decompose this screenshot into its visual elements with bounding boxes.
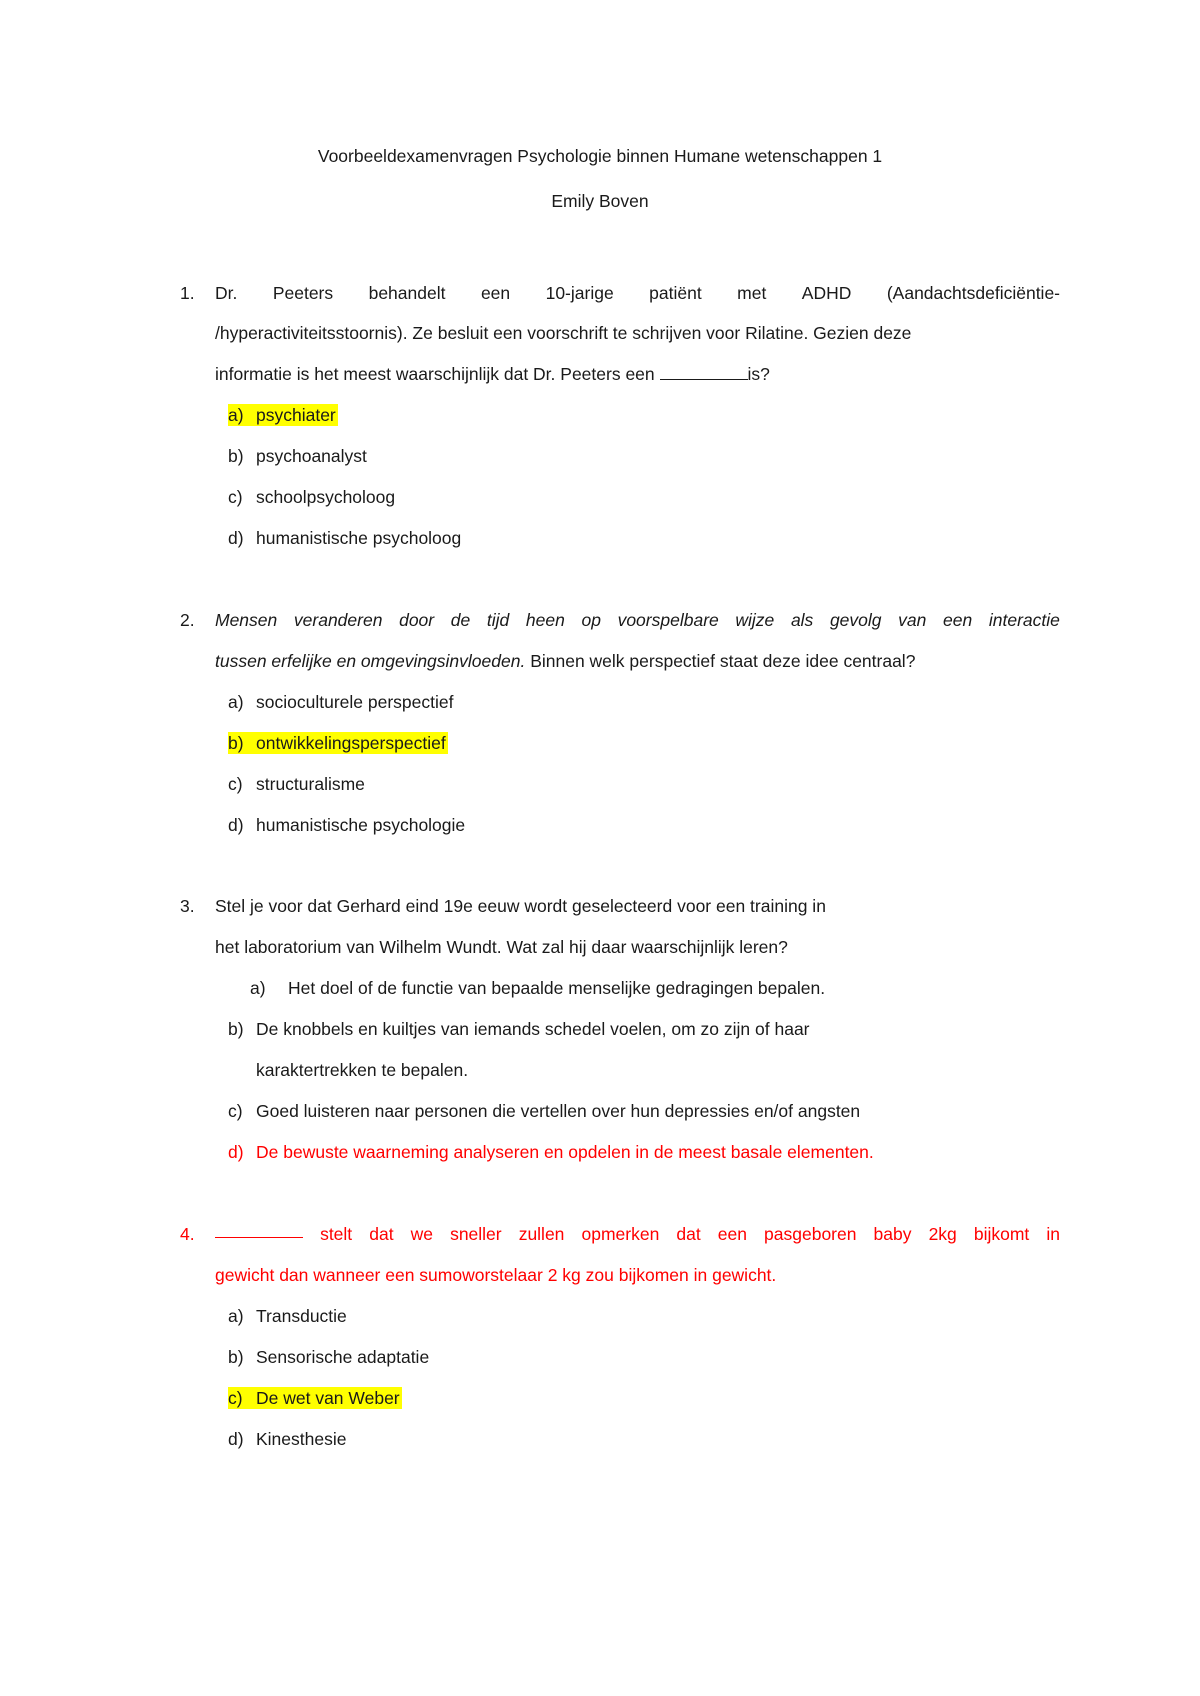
option-d xyxy=(228,814,465,836)
option-text: psychiater xyxy=(256,405,336,425)
option-a xyxy=(228,404,338,426)
word: op xyxy=(581,610,601,630)
option-text: De bewuste waarneming analyseren en opdelen in de meest basale elementen. xyxy=(256,1142,874,1162)
word: ADHD xyxy=(801,283,852,303)
word: van xyxy=(898,610,927,630)
text: informatie is het meest waarschijnlijk dat Dr. Peeters een xyxy=(215,364,660,384)
option-label: b) xyxy=(228,733,244,753)
option-text: Transductie xyxy=(256,1306,347,1326)
option-label: b) xyxy=(228,1347,244,1367)
question-text-line xyxy=(215,1223,1060,1245)
option-label: d) xyxy=(228,1429,244,1449)
word: Dr. xyxy=(215,283,238,303)
option-text: Kinesthesie xyxy=(256,1429,347,1449)
option-text: De wet van Weber xyxy=(256,1388,400,1408)
option-b xyxy=(228,445,367,467)
word: Peeters xyxy=(272,283,334,303)
word: we xyxy=(410,1224,433,1244)
option-b xyxy=(228,1018,810,1040)
option-a xyxy=(228,1305,347,1327)
option-label: a) xyxy=(228,692,244,712)
option-text: humanistische psychologie xyxy=(256,815,466,835)
question-text-line: het laboratorium van Wilhelm Wundt. Wat zal hij daar waarschijnlijk leren? xyxy=(215,937,788,957)
option-text: De knobbels en kuiltjes van iemands schedel voelen, om zo zijn of haar xyxy=(256,1019,810,1039)
document-title: Voorbeeldexamenvragen Psychologie binnen Humane wetenschappen 1 xyxy=(317,146,883,166)
option-text: humanistische psycholoog xyxy=(256,528,462,548)
text: Binnen welk perspectief staat deze idee centraal? xyxy=(525,651,916,671)
word: wijze xyxy=(735,610,775,630)
option-label: c) xyxy=(228,1101,243,1121)
word: behandelt xyxy=(368,283,446,303)
option-b xyxy=(228,732,448,754)
question-number: 2. xyxy=(180,610,195,630)
option-text: Het doel of de functie van bepaalde menselijke gedragingen bepalen. xyxy=(288,978,826,998)
option-b xyxy=(228,1346,429,1368)
option-text: structuralisme xyxy=(256,774,365,794)
option-c xyxy=(228,1100,860,1122)
word: gevolg xyxy=(829,610,882,630)
word: tijd xyxy=(486,610,510,630)
word: een xyxy=(943,610,973,630)
question-text-line xyxy=(215,650,1060,672)
word: door xyxy=(399,610,435,630)
answer-blank xyxy=(660,365,748,380)
word: opmerken xyxy=(581,1224,660,1244)
option-text: ontwikkelingsperspectief xyxy=(256,733,446,753)
option-label: c) xyxy=(228,1388,243,1408)
word: de xyxy=(450,610,471,630)
word: 10-jarige xyxy=(545,283,614,303)
question-number: 3. xyxy=(180,896,195,916)
word: sneller xyxy=(450,1224,502,1244)
option-a xyxy=(250,977,825,999)
word: heen xyxy=(525,610,565,630)
word: bijkomt xyxy=(973,1224,1030,1244)
question-text-line: gewicht dan wanneer een sumoworstelaar 2 kg zou bijkomen in gewicht. xyxy=(215,1265,777,1285)
option-c xyxy=(228,773,365,795)
question-text-line xyxy=(215,282,1060,304)
option-d-correct xyxy=(228,1141,874,1163)
option-d xyxy=(228,527,461,549)
word: in xyxy=(1046,1224,1060,1244)
option-text: psychoanalyst xyxy=(256,446,367,466)
word: interactie xyxy=(988,610,1060,630)
word: dat xyxy=(369,1224,394,1244)
word: stelt xyxy=(320,1224,353,1244)
option-label: c) xyxy=(228,774,243,794)
question-number: 4. xyxy=(180,1224,195,1244)
option-b-continued: karaktertrekken te bepalen. xyxy=(256,1060,469,1080)
italic-text: tussen erfelijke en omgevingsinvloeden. xyxy=(215,651,526,671)
word: Mensen xyxy=(215,610,278,630)
question-text-line xyxy=(215,363,1060,385)
word: pasgeboren xyxy=(764,1224,857,1244)
option-text: Goed luisteren naar personen die vertellen over hun depressies en/of angsten xyxy=(256,1101,861,1121)
question-text-line xyxy=(215,609,1060,631)
word: met xyxy=(737,283,767,303)
word: baby xyxy=(873,1224,912,1244)
option-d xyxy=(228,1428,346,1450)
option-text: schoolpsycholoog xyxy=(256,487,396,507)
option-text: socioculturele perspectief xyxy=(256,692,454,712)
option-label: d) xyxy=(228,528,244,548)
answer-blank xyxy=(215,1223,303,1238)
option-c xyxy=(228,1387,402,1409)
word: voorspelbare xyxy=(617,610,719,630)
word: een xyxy=(717,1224,747,1244)
option-label: d) xyxy=(228,815,244,835)
question-text-line: Stel je voor dat Gerhard eind 19e eeuw wordt geselecteerd voor een training in xyxy=(215,896,826,916)
option-label: d) xyxy=(228,1142,244,1162)
document-author: Emily Boven xyxy=(551,191,649,211)
word: 2kg xyxy=(928,1224,957,1244)
word: een xyxy=(480,283,511,303)
word: als xyxy=(790,610,814,630)
option-label: b) xyxy=(228,1019,244,1039)
option-label: a) xyxy=(228,405,244,425)
word: (Aandachtsdeficiëntie- xyxy=(886,283,1060,303)
option-label: c) xyxy=(228,487,243,507)
option-label: b) xyxy=(228,446,244,466)
option-label: a) xyxy=(250,978,266,998)
word: patiënt xyxy=(649,283,702,303)
word: dat xyxy=(676,1224,701,1244)
question-text-line: /hyperactiviteitsstoornis). Ze besluit een voorschrift te schrijven voor Rilatine. Gezien deze xyxy=(215,323,912,343)
option-c xyxy=(228,486,395,508)
option-label: a) xyxy=(228,1306,244,1326)
option-a xyxy=(228,691,453,713)
option-text: Sensorische adaptatie xyxy=(256,1347,430,1367)
question-number: 1. xyxy=(180,283,195,303)
text: is? xyxy=(747,364,770,384)
word: zullen xyxy=(518,1224,565,1244)
word: veranderen xyxy=(293,610,383,630)
